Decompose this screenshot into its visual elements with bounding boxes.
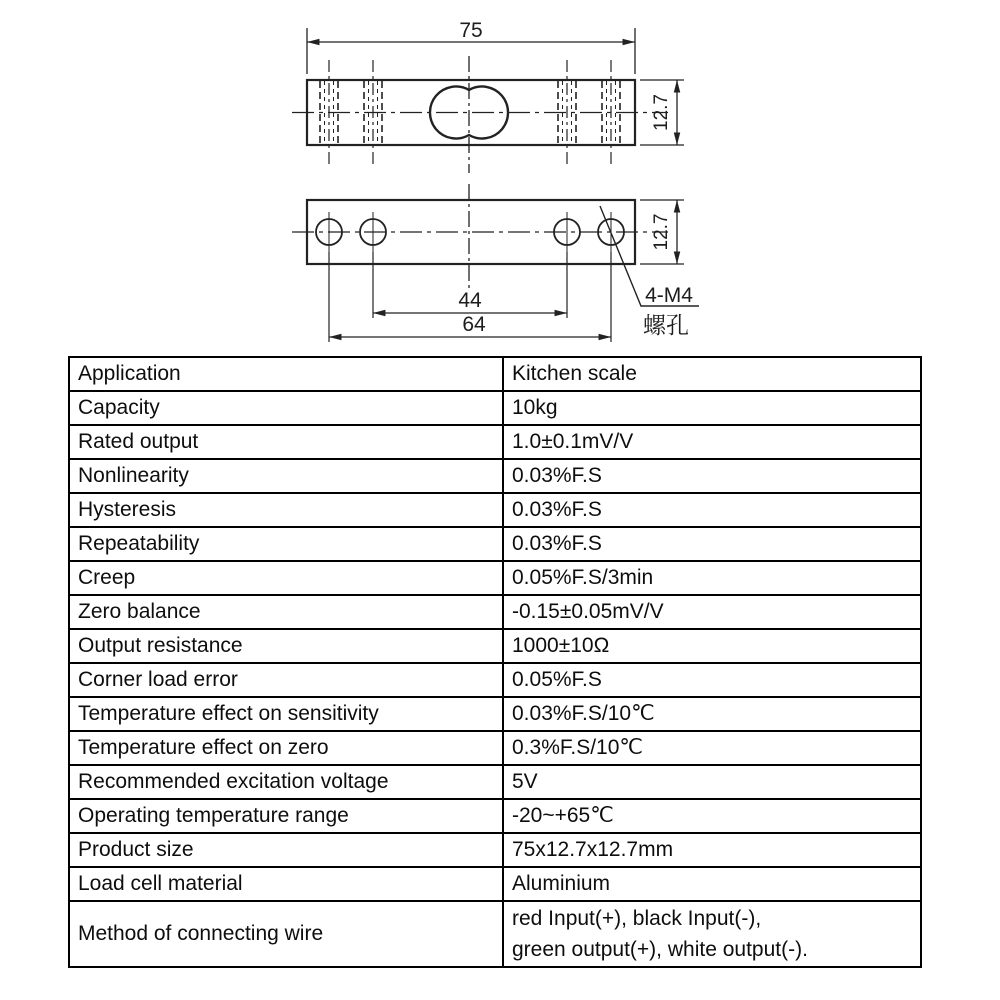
spec-label: Nonlinearity <box>69 459 503 493</box>
table-row <box>69 663 921 697</box>
table-row <box>69 459 921 493</box>
spec-value: -0.15±0.05mV/V <box>503 595 921 629</box>
spec-label: Recommended excitation voltage <box>69 765 503 799</box>
table-row <box>69 527 921 561</box>
top-view <box>292 184 699 342</box>
spec-value: 75x12.7x12.7mm <box>503 833 921 867</box>
spec-label: Temperature effect on sensitivity <box>69 697 503 731</box>
spec-value: 5V <box>503 765 921 799</box>
spec-value: 0.3%F.S/10℃ <box>503 731 921 765</box>
wire-connection-line-1: red Input(+), black Input(-), <box>512 907 762 930</box>
dim-width-top-label: 12.7 <box>651 213 673 251</box>
spec-value: 0.05%F.S/3min <box>503 561 921 595</box>
spec-label: Zero balance <box>69 595 503 629</box>
table-row <box>69 357 921 391</box>
table-row <box>69 391 921 425</box>
thread-callout-cn-label: 螺孔 <box>643 312 689 338</box>
table-row <box>69 765 921 799</box>
dim-length-label: 75 <box>459 19 483 42</box>
spec-value: 0.03%F.S <box>503 527 921 561</box>
table-row <box>69 629 921 663</box>
spec-value: 0.03%F.S <box>503 493 921 527</box>
hole-centerlines <box>329 60 611 167</box>
spec-value: Kitchen scale <box>503 357 921 391</box>
table-row <box>69 833 921 867</box>
wire-connection-line-2: green output(+), white output(-). <box>512 938 808 961</box>
spec-value: Aluminium <box>503 867 921 901</box>
spec-label: Product size <box>69 833 503 867</box>
spec-value: 1.0±0.1mV/V <box>503 425 921 459</box>
spec-label: Application <box>69 357 503 391</box>
spec-label: Load cell material <box>69 867 503 901</box>
table-row <box>69 697 921 731</box>
table-row <box>69 425 921 459</box>
spec-label: Corner load error <box>69 663 503 697</box>
spec-label: Output resistance <box>69 629 503 663</box>
table-row <box>69 867 921 901</box>
spec-value: 0.03%F.S/10℃ <box>503 697 921 731</box>
dim-height-side-label: 12.7 <box>651 94 673 131</box>
spec-table <box>68 356 922 968</box>
spec-value: 10kg <box>503 391 921 425</box>
table-row <box>69 731 921 765</box>
table-row <box>69 901 921 967</box>
spec-value <box>503 901 921 967</box>
spec-value: -20~+65℃ <box>503 799 921 833</box>
spec-label: Rated output <box>69 425 503 459</box>
spec-label: Operating temperature range <box>69 799 503 833</box>
spec-label: Creep <box>69 561 503 595</box>
table-row <box>69 493 921 527</box>
spec-label: Method of connecting wire <box>69 901 503 967</box>
spec-label: Hysteresis <box>69 493 503 527</box>
spec-value: 0.03%F.S <box>503 459 921 493</box>
load-cell-technical-drawing <box>0 0 1000 352</box>
spec-label: Repeatability <box>69 527 503 561</box>
spec-value: 0.05%F.S <box>503 663 921 697</box>
spec-label: Temperature effect on zero <box>69 731 503 765</box>
spec-value: 1000±10Ω <box>503 629 921 663</box>
dim-64-label: 64 <box>462 313 486 336</box>
table-row <box>69 799 921 833</box>
table-row <box>69 595 921 629</box>
dim-44-label: 44 <box>458 289 482 312</box>
mounting-holes <box>316 212 624 252</box>
spec-label: Capacity <box>69 391 503 425</box>
side-view <box>292 19 684 173</box>
thread-callout-label: 4-M4 <box>645 284 693 307</box>
table-row <box>69 561 921 595</box>
